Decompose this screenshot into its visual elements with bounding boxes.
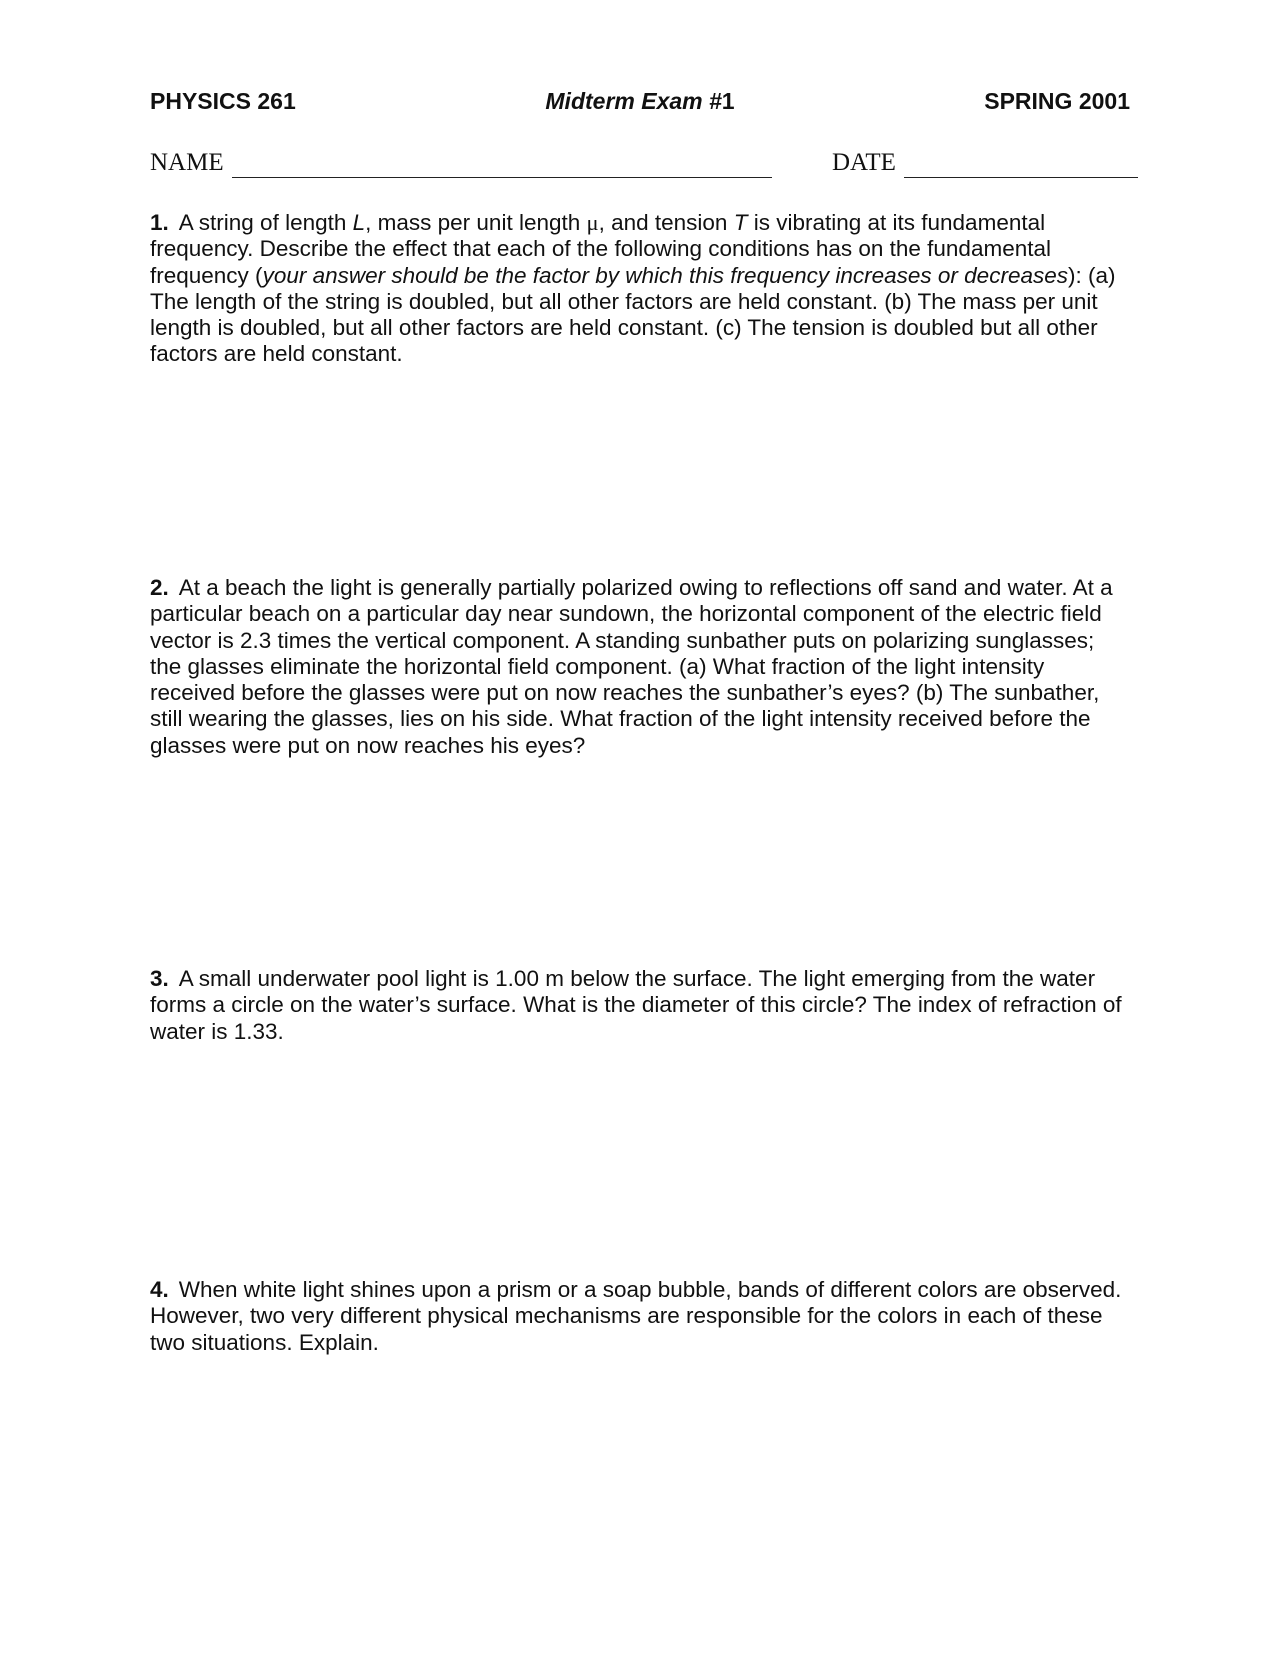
date-label: DATE bbox=[832, 149, 896, 176]
variable-length: L bbox=[352, 210, 366, 235]
question-italic-note: your answer should be the factor by which this frequency increases or decreases bbox=[262, 262, 1068, 288]
question-text: , and tension bbox=[598, 210, 734, 235]
exam-term: SPRING 2001 bbox=[984, 88, 1130, 114]
question-text: ): (a) The length of the string is doubled, but all other factors are held constant. (b) The mass per unit length is doubled, but all other factors are held constant. (c) The tension is doubled but all other factors are held constant. bbox=[150, 262, 1116, 367]
variable-tension: T bbox=[733, 210, 748, 235]
variable-mu: μ bbox=[586, 210, 599, 235]
question-text: At a beach the light is generally partially polarized owing to reflections off sand and water. At a particular beach on a particular day near sundown, the horizontal component of the electric field vector is 2.3 times the vertical component. A standing sunbather puts on polarizing sunglasses; the glasses eliminate the horizontal field component. (a) What fraction of the light intensity received before the glasses were put on now reaches the sunbather’s eyes? (b) The sunbather, still wearing the glasses, lies on his side. What fraction of the light intensity received before the glasses were put on now reaches his eyes? bbox=[150, 575, 1113, 758]
exam-header bbox=[150, 88, 1130, 122]
date-field bbox=[832, 148, 1138, 178]
exam-number: 1 bbox=[721, 88, 735, 114]
name-blank-line bbox=[232, 151, 772, 178]
date-blank-line bbox=[904, 151, 1138, 178]
exam-title-text: Midterm Exam # bbox=[545, 88, 722, 114]
question-number: 2. bbox=[150, 575, 169, 600]
question-number: 4. bbox=[150, 1277, 169, 1302]
question-text: , mass per unit length bbox=[365, 210, 587, 235]
question-1 bbox=[150, 210, 1130, 368]
question-text: A string of length bbox=[178, 210, 353, 235]
question-text: is vibrating at its fundamental frequency. Describe the effect that each of the following conditions has on the fundamental frequency ( bbox=[150, 210, 1051, 288]
student-fields bbox=[150, 148, 1130, 184]
question-text: A small underwater pool light is 1.00 m below the surface. The light emerging from the water forms a circle on the water’s surface. What is the diameter of this circle? The index of refraction of water is 1.33. bbox=[150, 966, 1122, 1044]
question-3 bbox=[150, 966, 1130, 1045]
question-number: 3. bbox=[150, 966, 169, 991]
name-label: NAME bbox=[150, 149, 224, 176]
course-title: PHYSICS 261 bbox=[150, 88, 296, 114]
name-field bbox=[150, 148, 772, 178]
question-number: 1. bbox=[150, 210, 169, 235]
question-4 bbox=[150, 1277, 1130, 1356]
exam-title bbox=[150, 88, 1130, 115]
question-2 bbox=[150, 575, 1130, 759]
question-text: When white light shines upon a prism or a soap bubble, bands of different colors are observed. However, two very different physical mechanisms are responsible for the colors in each of these two situations. Explain. bbox=[150, 1277, 1122, 1355]
